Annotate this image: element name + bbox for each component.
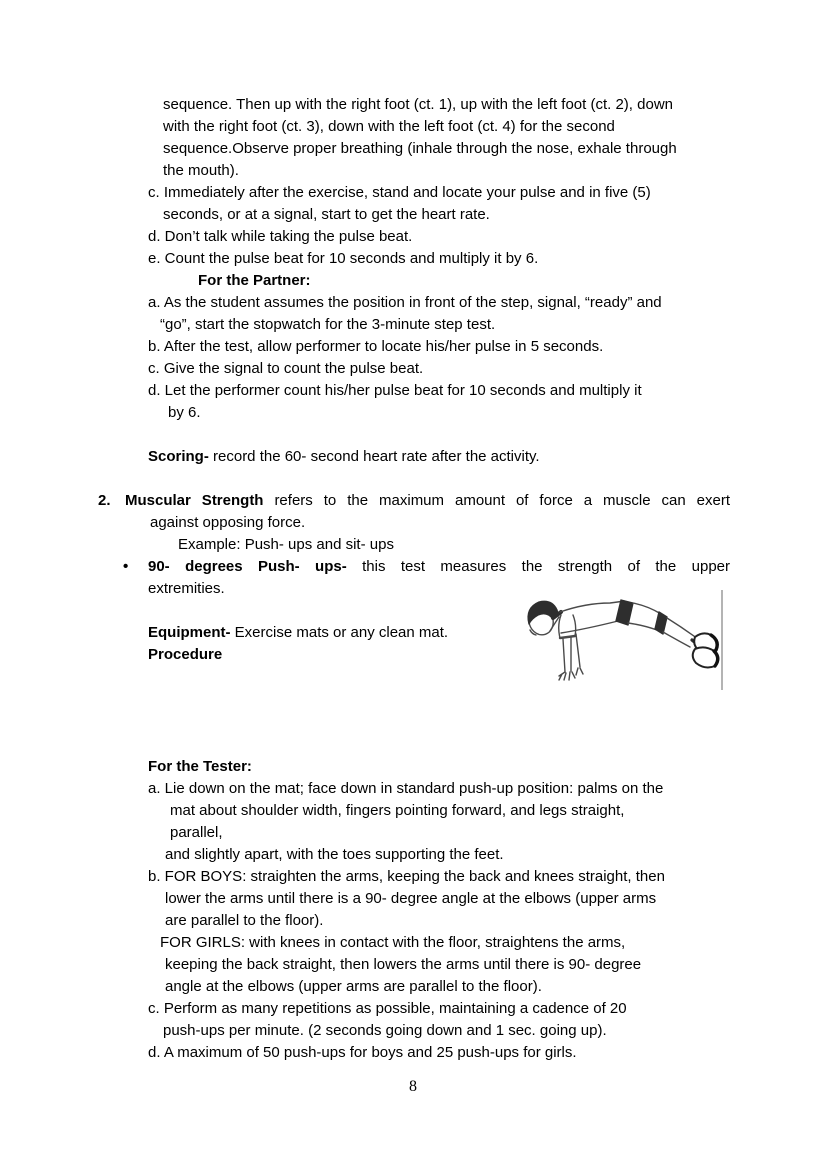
- text-run: this test measures the strength of the upper: [346, 558, 730, 575]
- text-line: [178, 534, 826, 556]
- text-run: Exercise mats or any clean mat.: [230, 624, 449, 641]
- text-line: [170, 822, 826, 844]
- text-run: sequence. Then up with the right foot (ct. 1), up with the left foot (ct. 2), down: [163, 96, 673, 113]
- page-number: 8: [409, 1078, 417, 1095]
- text-run: angle at the elbows (upper arms are parallel to the floor).: [165, 978, 542, 995]
- text-run: Procedure: [148, 646, 223, 663]
- text-line: [148, 380, 826, 402]
- text-line: [148, 1042, 826, 1064]
- text-run: and slightly apart, with the toes supporting the feet.: [165, 846, 504, 863]
- text-run: Example: Push- ups and sit- ups: [178, 536, 394, 553]
- text-run: e. Count the pulse beat for 10 seconds and multiply it by 6.: [148, 250, 539, 267]
- text-line: [165, 910, 826, 932]
- text-line: [165, 844, 826, 866]
- text-run: d. Let the performer count his/her pulse beat for 10 seconds and multiply it: [148, 382, 642, 399]
- push-up-illustration: [514, 588, 726, 692]
- text-run: seconds, or at a signal, start to get the heart rate.: [163, 206, 490, 223]
- text-line: [165, 976, 826, 998]
- text-run: “go”, start the stopwatch for the 3-minute step test.: [160, 316, 496, 333]
- text-run: are parallel to the floor).: [165, 912, 324, 929]
- push-up-figure-icon: [514, 588, 726, 692]
- text-run: b. FOR BOYS: straighten the arms, keeping the back and knees straight, then: [148, 868, 665, 885]
- text-run: Muscular Strength: [125, 492, 264, 509]
- text-run: parallel,: [170, 824, 223, 841]
- text-run: d. Don’t talk while taking the pulse beat.: [148, 228, 413, 245]
- text-line: [148, 756, 826, 778]
- text-run: sequence.Observe proper breathing (inhale through the nose, exhale through: [163, 140, 677, 157]
- text-line: [123, 556, 730, 578]
- text-run: a. As the student assumes the position in front of the step, signal, “ready” and: [148, 294, 662, 311]
- text-run: Scoring-: [148, 448, 209, 465]
- text-line: [148, 358, 826, 380]
- text-line: [163, 204, 826, 226]
- text-line: [168, 402, 826, 424]
- text-run: refers to the maximum amount of force a muscle can exert: [263, 492, 731, 509]
- text-run: For the Tester:: [148, 758, 252, 775]
- bullet-icon: •: [123, 558, 129, 575]
- text-run: FOR GIRLS: with knees in contact with the floor, straightens the arms,: [160, 934, 626, 951]
- text-run: the mouth).: [163, 162, 239, 179]
- text-line: [148, 778, 826, 800]
- text-line: [148, 248, 826, 270]
- document-body: [0, 94, 826, 1064]
- text-run: against opposing force.: [150, 514, 306, 531]
- text-run: extremities.: [148, 580, 225, 597]
- text-line: [148, 866, 826, 888]
- text-line: [148, 226, 826, 248]
- text-run: c. Immediately after the exercise, stand and locate your pulse and in five (5): [148, 184, 651, 201]
- text-line: [163, 1020, 826, 1042]
- text-run: a. Lie down on the mat; face down in standard push-up position: palms on the: [148, 780, 664, 797]
- text-line: [163, 138, 826, 160]
- text-line: [198, 270, 826, 292]
- text-line: [98, 490, 731, 512]
- text-run: by 6.: [168, 404, 201, 421]
- text-line: [148, 446, 826, 468]
- text-run: c. Perform as many repetitions as possible, maintaining a cadence of 20: [148, 1000, 627, 1017]
- text-line: [148, 336, 826, 358]
- text-run: 90- degrees Push- ups-: [148, 558, 347, 575]
- text-run: b. After the test, allow performer to locate his/her pulse in 5 seconds.: [148, 338, 604, 355]
- text-run: c. Give the signal to count the pulse beat.: [148, 360, 424, 377]
- text-line: [165, 888, 826, 910]
- text-line: [160, 932, 826, 954]
- text-line: [163, 94, 826, 116]
- text-line: [148, 998, 826, 1020]
- text-run: For the Partner:: [198, 272, 311, 289]
- text-line: [148, 182, 826, 204]
- text-run: keeping the back straight, then lowers the arms until there is 90- degree: [165, 956, 642, 973]
- text-run: d. A maximum of 50 push-ups for boys and 25 push-ups for girls.: [148, 1044, 577, 1061]
- text-line: [148, 292, 826, 314]
- text-line: [160, 314, 826, 336]
- list-number-marker: 2.: [98, 492, 111, 509]
- text-line: [170, 800, 826, 822]
- text-line: [163, 160, 826, 182]
- text-line: [165, 954, 826, 976]
- text-run: mat about shoulder width, fingers pointing forward, and legs straight,: [170, 802, 625, 819]
- text-run: with the right foot (ct. 3), down with the left foot (ct. 4) for the second: [163, 118, 615, 135]
- text-run: record the 60- second heart rate after the activity.: [208, 448, 540, 465]
- text-run: lower the arms until there is a 90- degree angle at the elbows (upper arms: [165, 890, 657, 907]
- text-line: [163, 116, 826, 138]
- text-line: [150, 512, 826, 534]
- text-run: Equipment-: [148, 624, 231, 641]
- text-run: push-ups per minute. (2 seconds going down and 1 sec. going up).: [163, 1022, 607, 1039]
